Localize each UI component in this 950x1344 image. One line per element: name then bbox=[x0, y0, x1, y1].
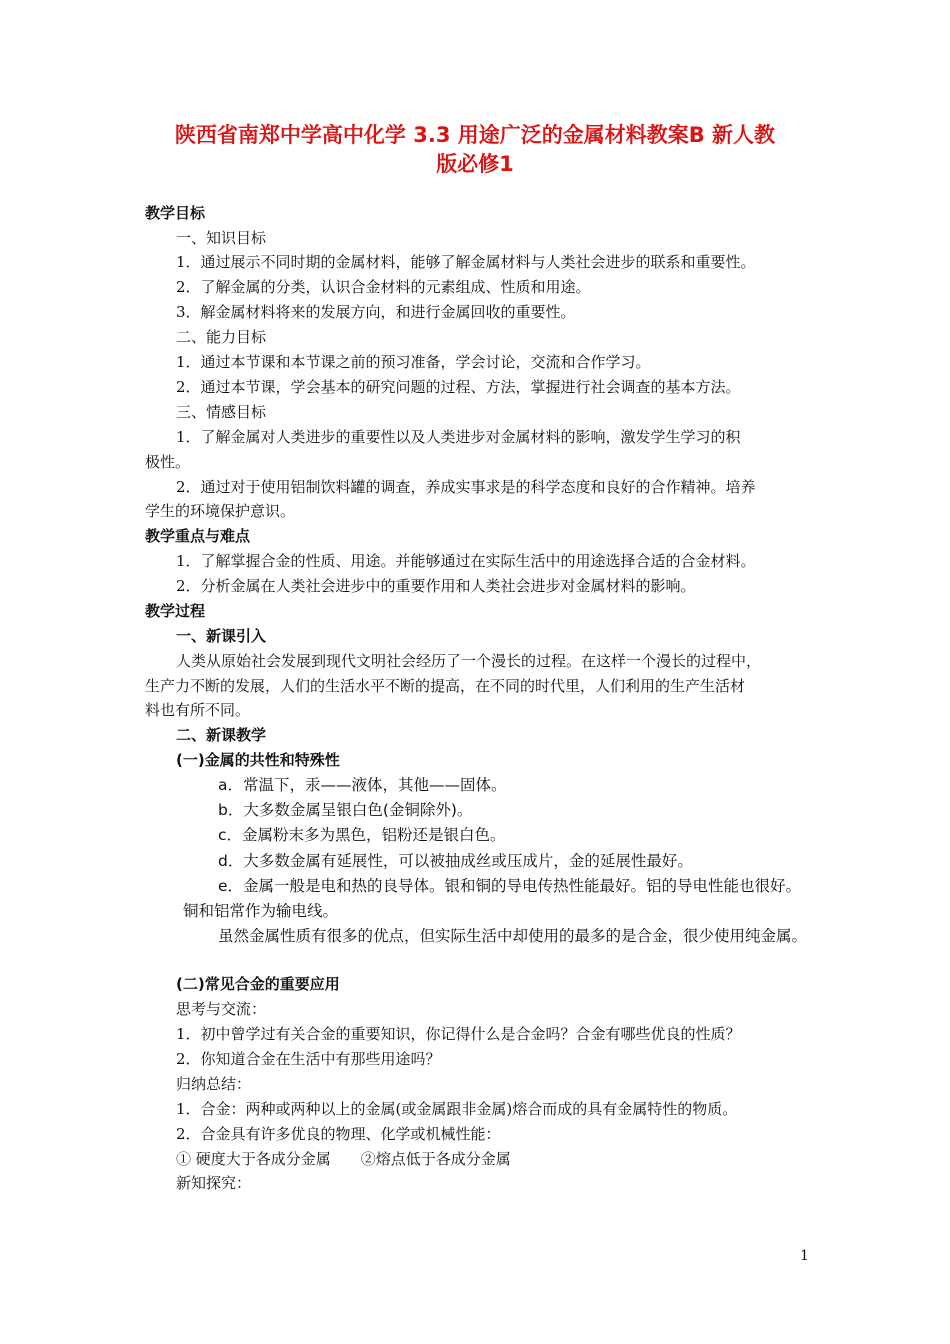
property-item-d: d．大多数金属有延展性，可以被抽成丝或压成片，金的延展性最好。 bbox=[218, 852, 693, 870]
emotion-item-1-line1: 1．了解金属对人类进步的重要性以及人类进步对金属材料的影响，激发学生学习的积 bbox=[176, 428, 741, 446]
ability-item-1: 1．通过本节课和本节课之前的预习准备，学会讨论，交流和合作学习。 bbox=[176, 353, 651, 371]
property-item-e-cont: 铜和铝常作为输电线。 bbox=[183, 902, 339, 920]
intro-heading: 一、新课引入 bbox=[176, 627, 267, 645]
emotion-item-2-line2: 学生的环境保护意识。 bbox=[145, 502, 296, 520]
property-item-b: b．大多数金属呈银白色(金铜除外)。 bbox=[218, 801, 473, 819]
document-title-line2: 版必修1 bbox=[436, 152, 514, 176]
ability-heading: 二、能力目标 bbox=[176, 328, 267, 346]
process-heading: 教学过程 bbox=[145, 602, 206, 620]
intro-line-3: 料也有所不同。 bbox=[145, 701, 251, 719]
part1-heading: (一)金属的共性和特殊性 bbox=[176, 751, 340, 769]
property-item-a: a．常温下，汞——液体，其他——固体。 bbox=[218, 776, 507, 794]
emotion-item-2-line1: 2．通过对于使用铝制饮料罐的调查，养成实事求是的科学态度和良好的合作精神。培养 bbox=[176, 478, 756, 496]
keypoints-heading: 教学重点与难点 bbox=[145, 527, 251, 545]
question-1: 1．初中曾学过有关合金的重要知识，你记得什么是合金吗？合金有哪些优良的性质？ bbox=[176, 1025, 741, 1043]
question-2: 2．你知道合金在生活中有那些用途吗？ bbox=[176, 1050, 441, 1068]
emotion-item-1-line2: 极性。 bbox=[145, 453, 191, 471]
explore-label: 新知探究： bbox=[176, 1174, 252, 1192]
keypoint-item-1: 1．了解掌握合金的性质、用途。并能够通过在实际生活中的用途选择合适的合金材料。 bbox=[176, 552, 756, 570]
objectives-heading: 教学目标 bbox=[145, 204, 206, 222]
summary-item-1: 1．合金：两种或两种以上的金属(或金属跟非金属)熔合而成的具有金属特性的物质。 bbox=[176, 1100, 738, 1118]
property-item-c: c．金属粉末多为黑色，铝粉还是银白色。 bbox=[218, 826, 506, 844]
page-number: 1 bbox=[800, 1248, 809, 1264]
document-title-line1: 陕西省南郑中学高中化学 3.3 用途广泛的金属材料教案B 新人教 bbox=[174, 123, 776, 147]
keypoint-item-2: 2．分析金属在人类社会进步中的重要作用和人类社会进步对金属材料的影响。 bbox=[176, 577, 696, 595]
ability-item-2: 2．通过本节课，学会基本的研究问题的过程、方法，掌握进行社会调查的基本方法。 bbox=[176, 378, 741, 396]
part2-heading: (二)常见合金的重要应用 bbox=[176, 975, 340, 993]
intro-line-1: 人类从原始社会发展到现代文明社会经历了一个漫长的过程。在这样一个漫长的过程中， bbox=[176, 652, 762, 670]
summary-item-2: 2．合金具有许多优良的物理、化学或机械性能： bbox=[176, 1125, 501, 1143]
knowledge-item-1: 1．通过展示不同时期的金属材料，能够了解金属材料与人类社会进步的联系和重要性。 bbox=[176, 253, 756, 271]
knowledge-item-2: 2．了解金属的分类，认识合金材料的元素组成、性质和用途。 bbox=[176, 278, 591, 296]
part1-summary: 虽然金属性质有很多的优点，但实际生活中却使用的最多的是合金，很少使用纯金属。 bbox=[218, 927, 808, 945]
emotion-heading: 三、情感目标 bbox=[176, 403, 267, 421]
teaching-heading: 二、新课教学 bbox=[176, 726, 267, 744]
knowledge-heading: 一、知识目标 bbox=[176, 229, 267, 247]
property-item-e: e．金属一般是电和热的良导体。银和铜的导电传热性能最好。铝的导电性能也很好。 bbox=[218, 877, 802, 895]
think-label: 思考与交流： bbox=[176, 1000, 267, 1018]
intro-line-2: 生产力不断的发展，人们的生活水平不断的提高，在不同的时代里，人们利用的生产生活材 bbox=[145, 677, 746, 695]
knowledge-item-3: 3．解金属材料将来的发展方向，和进行金属回收的重要性。 bbox=[176, 303, 576, 321]
alloy-properties: ① 硬度大于各成分金属 ②熔点低于各成分金属 bbox=[176, 1150, 511, 1168]
summary-label: 归纳总结： bbox=[176, 1075, 252, 1093]
